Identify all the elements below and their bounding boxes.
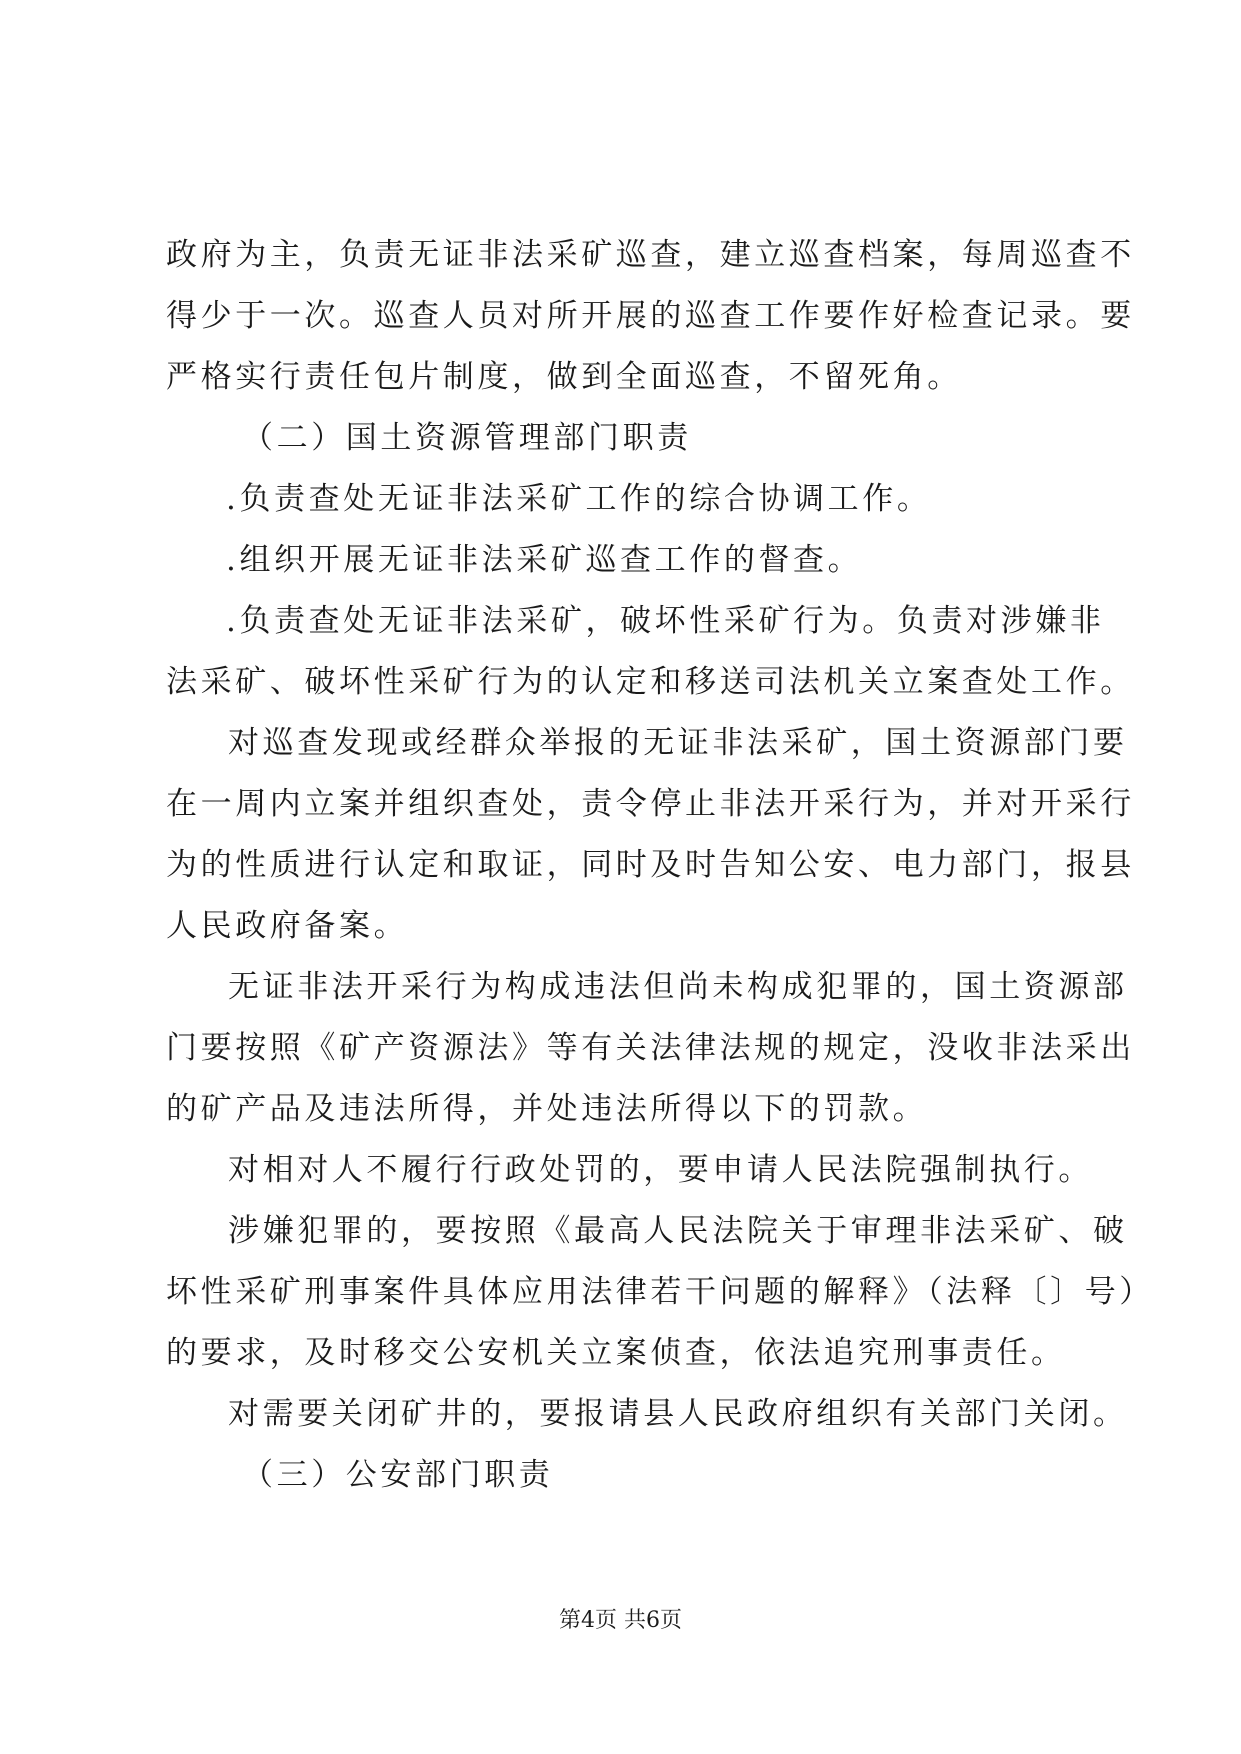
document-body	[166, 225, 1154, 1506]
paragraph	[166, 957, 1135, 1140]
list-item: .组织开展无证非法采矿巡查工作的督查。	[226, 542, 863, 578]
list-item	[166, 591, 1135, 713]
page-number-footer: 第4页 共6页	[559, 1608, 682, 1633]
paragraph	[166, 713, 1135, 957]
paragraph	[166, 225, 1135, 408]
text-line: 严格实行责任包片制度，做到全面巡查，不留死角。	[166, 359, 962, 395]
text-line: 的矿产品及违法所得，并处违法所得以下的罚款。	[166, 1091, 928, 1127]
text-line: 得少于一次。巡查人员对所开展的巡查工作要作好检查记录。要	[166, 298, 1135, 334]
text-line: .负责查处无证非法采矿，破坏性采矿行为。负责对涉嫌非	[226, 603, 1105, 639]
section-heading: （二）国土资源管理部门职责	[242, 420, 692, 456]
text-line: 政府为主，负责无证非法采矿巡查，建立巡查档案，每周巡查不	[166, 237, 1135, 273]
text-line: 门要按照《矿产资源法》等有关法律法规的规定，没收非法采出	[166, 1030, 1135, 1066]
text-line: 无证非法开采行为构成违法但尚未构成犯罪的，国土资源部	[228, 969, 1128, 1005]
list-item: .负责查处无证非法采矿工作的综合协调工作。	[226, 481, 932, 517]
text-line: 人民政府备案。	[166, 908, 409, 944]
paragraph: 对相对人不履行行政处罚的，要申请人民法院强制执行。	[228, 1152, 1093, 1188]
text-line: 在一周内立案并组织查处，责令停止非法开采行为，并对开采行	[166, 786, 1135, 822]
paragraph	[166, 1201, 1154, 1384]
text-line: 的要求，及时移交公安机关立案侦查，依法追究刑事责任。	[166, 1335, 1066, 1371]
text-line: 为的性质进行认定和取证，同时及时告知公安、电力部门，报县	[166, 847, 1135, 883]
text-line: 对巡查发现或经群众举报的无证非法采矿，国土资源部门要	[228, 725, 1128, 761]
text-line: 涉嫌犯罪的，要按照《最高人民法院关于审理非法采矿、破	[228, 1213, 1128, 1249]
section-heading: （三）公安部门职责	[242, 1457, 554, 1493]
text-line: 法采矿、破坏性采矿行为的认定和移送司法机关立案查处工作。	[166, 664, 1135, 700]
paragraph: 对需要关闭矿井的，要报请县人民政府组织有关部门关闭。	[228, 1396, 1128, 1432]
text-line: 坏性采矿刑事案件具体应用法律若干问题的解释》（法释〔〕号）	[166, 1274, 1154, 1310]
